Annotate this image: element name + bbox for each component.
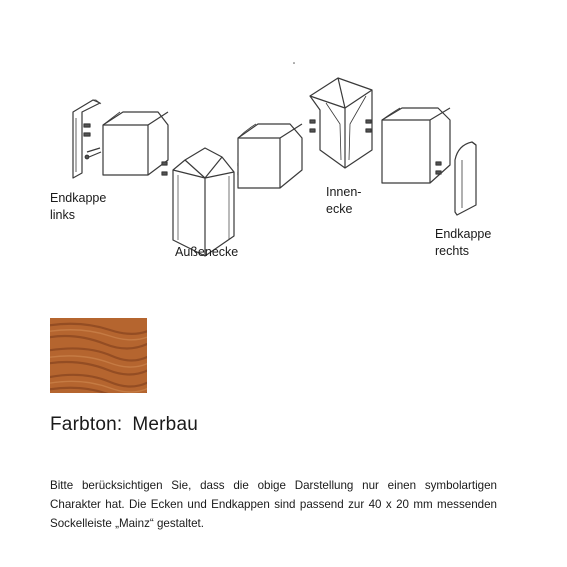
- label-outer-corner: Außenecke: [175, 245, 239, 259]
- straight-piece-2-drawing: [238, 120, 315, 188]
- wood-grain-texture: [50, 318, 147, 393]
- colour-name: Merbau: [132, 414, 198, 435]
- wood-colour-swatch: [50, 318, 147, 393]
- straight-piece-3-drawing: [382, 108, 450, 183]
- label-end-cap-left: Endkappe links: [50, 191, 107, 222]
- end-cap-right-drawing: [455, 142, 476, 215]
- description-text: Bitte berücksichtigen Sie, dass die obige Darstellung nur einen symbolartigen Charakter hat. Die Ecken und Endkappen sind passend zur 40 x 20 mm messenden Sockelleiste „Mainz“ gestaltet.: [50, 479, 497, 530]
- outer-corner-drawing: [173, 148, 243, 256]
- straight-piece-1-drawing: [103, 112, 168, 175]
- colour-name-line: [50, 414, 198, 436]
- end-cap-left-drawing: [73, 100, 101, 178]
- colour-label: Farbton:: [50, 414, 123, 435]
- inner-corner-drawing: [310, 78, 372, 168]
- label-end-cap-right: Endkappe rechts: [435, 227, 492, 258]
- label-inner-corner: Innen- ecke: [326, 185, 362, 216]
